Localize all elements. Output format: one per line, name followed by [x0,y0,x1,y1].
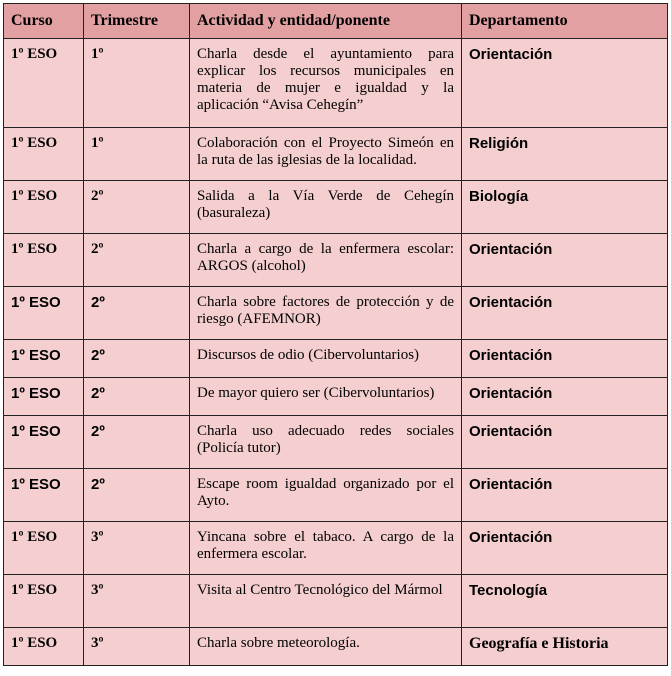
cell-departamento: Orientación [462,416,668,469]
cell-curso: 1º ESO [4,181,84,234]
cell-trimestre: 3º [84,522,190,575]
table-row [4,340,668,378]
cell-curso: 1º ESO [4,628,84,666]
cell-curso: 1º ESO [4,39,84,128]
header-row [4,4,668,39]
table-row [4,287,668,340]
table-row [4,378,668,416]
cell-actividad: Colaboración con el Proyecto Simeón en la ruta de las iglesias de la localidad. [190,128,462,181]
table-row [4,416,668,469]
cell-curso: 1º ESO [4,416,84,469]
header-curso: Curso [4,4,84,39]
cell-curso: 1º ESO [4,340,84,378]
cell-departamento: Tecnología [462,575,668,628]
table-header [4,4,668,39]
cell-curso: 1º ESO [4,522,84,575]
table-row [4,575,668,628]
cell-departamento: Biología [462,181,668,234]
cell-curso: 1º ESO [4,575,84,628]
cell-actividad: Charla uso adecuado redes sociales (Policía tutor) [190,416,462,469]
cell-actividad: Visita al Centro Tecnológico del Mármol [190,575,462,628]
table-row [4,628,668,666]
table-row [4,522,668,575]
cell-trimestre: 3º [84,575,190,628]
cell-actividad: De mayor quiero ser (Cibervoluntarios) [190,378,462,416]
cell-departamento: Orientación [462,469,668,522]
cell-trimestre: 2º [84,416,190,469]
table-row [4,469,668,522]
cell-curso: 1º ESO [4,234,84,287]
cell-departamento: Religión [462,128,668,181]
cell-trimestre: 3º [84,628,190,666]
cell-actividad: Charla sobre meteorología. [190,628,462,666]
table-row [4,234,668,287]
cell-departamento: Orientación [462,522,668,575]
table-body [4,39,668,666]
cell-curso: 1º ESO [4,378,84,416]
cell-actividad: Charla sobre factores de protección y de riesgo (AFEMNOR) [190,287,462,340]
table-row [4,128,668,181]
cell-trimestre: 2º [84,234,190,287]
cell-departamento: Geografía e Historia [462,628,668,666]
cell-trimestre: 2º [84,378,190,416]
cell-trimestre: 2º [84,181,190,234]
cell-actividad: Salida a la Vía Verde de Cehegín (basuraleza) [190,181,462,234]
cell-actividad: Yincana sobre el tabaco. A cargo de la enfermera escolar. [190,522,462,575]
cell-trimestre: 2º [84,340,190,378]
cell-actividad: Charla a cargo de la enfermera escolar: ARGOS (alcohol) [190,234,462,287]
header-trimestre: Trimestre [84,4,190,39]
cell-trimestre: 2º [84,469,190,522]
cell-trimestre: 1º [84,128,190,181]
cell-departamento: Orientación [462,378,668,416]
cell-curso: 1º ESO [4,469,84,522]
table-row [4,181,668,234]
cell-actividad: Escape room igualdad organizado por el Ayto. [190,469,462,522]
cell-trimestre: 2º [84,287,190,340]
cell-departamento: Orientación [462,234,668,287]
table-row [4,39,668,128]
cell-curso: 1º ESO [4,287,84,340]
cell-curso: 1º ESO [4,128,84,181]
cell-departamento: Orientación [462,39,668,128]
cell-departamento: Orientación [462,287,668,340]
cell-trimestre: 1º [84,39,190,128]
header-departamento: Departamento [462,4,668,39]
cell-departamento: Orientación [462,340,668,378]
cell-actividad: Charla desde el ayuntamiento para explicar los recursos municipales en materia de mujer e igualdad y la aplicación “Avisa Cehegín” [190,39,462,128]
activities-table [3,3,668,666]
cell-actividad: Discursos de odio (Cibervoluntarios) [190,340,462,378]
header-actividad: Actividad y entidad/ponente [190,4,462,39]
